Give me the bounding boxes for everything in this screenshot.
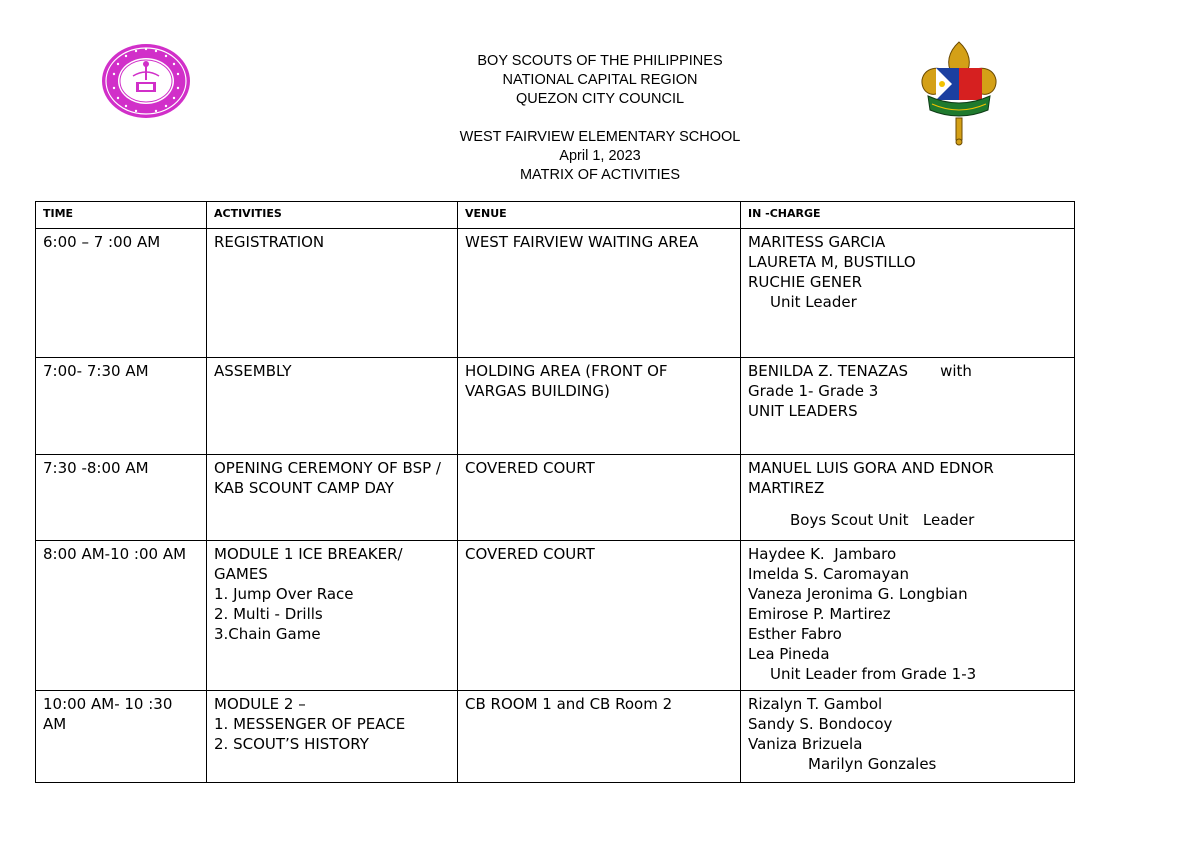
in-charge-line: MANUEL LUIS GORA AND EDNOR MARTIREZ	[748, 459, 994, 497]
activity-cell	[207, 455, 458, 541]
in-charge-line: Lea Pineda	[748, 645, 830, 663]
in-charge-line: UNIT LEADERS	[748, 402, 858, 420]
activity-cell	[207, 229, 458, 358]
venue-cell: COVERED COURT	[458, 455, 741, 541]
in-charge-line: Emirose P. Martirez	[748, 605, 891, 623]
in-charge-line: with	[940, 362, 972, 380]
venue-cell: COVERED COURT	[458, 541, 741, 691]
table-row	[36, 455, 1075, 541]
time-cell: 6:00 – 7 :00 AM	[36, 229, 207, 358]
table-header-row	[36, 202, 1075, 229]
document-header	[0, 52, 1200, 185]
column-header-activities: ACTIVITIES	[207, 202, 458, 229]
activity-line: 3.Chain Game	[214, 625, 321, 643]
table-row	[36, 691, 1075, 783]
in-charge-line: BENILDA Z. TENAZAS	[748, 362, 909, 380]
activity-line: 1. MESSENGER OF PEACE	[214, 715, 406, 733]
in-charge-line: Unit Leader	[770, 293, 857, 311]
in-charge-cell	[741, 358, 1075, 455]
venue-cell: WEST FAIRVIEW WAITING AREA	[458, 229, 741, 358]
in-charge-cell	[741, 455, 1075, 541]
activity-line: 2. Multi - Drills	[214, 605, 323, 623]
activities-matrix-table	[35, 201, 1075, 783]
column-header-in-charge: IN -CHARGE	[741, 202, 1075, 229]
in-charge-line: Vaniza Brizuela	[748, 735, 863, 753]
in-charge-cell	[741, 691, 1075, 783]
activity-cell	[207, 541, 458, 691]
in-charge-line: Esther Fabro	[748, 625, 842, 643]
in-charge-line: Imelda S. Caromayan	[748, 565, 910, 583]
activity-line: 2. SCOUT’S HISTORY	[214, 735, 369, 753]
table-row	[36, 229, 1075, 358]
in-charge-line: RUCHIE GENER	[748, 273, 863, 291]
header-region: NATIONAL CAPITAL REGION	[502, 72, 698, 88]
activity-line: OPENING CEREMONY OF BSP / KAB SCOUNT CAMP DAY	[214, 459, 441, 497]
activity-line: REGISTRATION	[214, 233, 325, 251]
header-org: BOY SCOUTS OF THE PHILIPPINES	[477, 53, 723, 69]
activity-line: MODULE 2 –	[214, 695, 306, 713]
in-charge-line: Marilyn Gonzales	[808, 755, 937, 773]
activity-line: MODULE 1 ICE BREAKER/ GAMES	[214, 545, 403, 583]
activity-cell	[207, 358, 458, 455]
in-charge-cell	[741, 229, 1075, 358]
table-row	[36, 541, 1075, 691]
header-council: QUEZON CITY COUNCIL	[515, 91, 685, 107]
in-charge-line: Rizalyn T. Gambol	[748, 695, 883, 713]
in-charge-line: LAURETA M, BUSTILLO	[748, 253, 916, 271]
in-charge-line: MARITESS GARCIA	[748, 233, 886, 251]
column-header-venue: VENUE	[458, 202, 741, 229]
in-charge-line: Boys Scout Unit Leader	[790, 511, 975, 529]
in-charge-line: Grade 1- Grade 3	[748, 382, 879, 400]
time-cell: 7:30 -8:00 AM	[36, 455, 207, 541]
header-title: MATRIX OF ACTIVITIES	[519, 167, 681, 183]
in-charge-line: Vaneza Jeronima G. Longbian	[748, 585, 968, 603]
in-charge-cell	[741, 541, 1075, 691]
time-cell: 8:00 AM-10 :00 AM	[36, 541, 207, 691]
table-row	[36, 358, 1075, 455]
column-header-time: TIME	[36, 202, 207, 229]
activity-line: ASSEMBLY	[214, 362, 292, 380]
activity-line: 1. Jump Over Race	[214, 585, 354, 603]
in-charge-line: Haydee K. Jambaro	[748, 545, 897, 563]
time-cell: 10:00 AM- 10 :30 AM	[36, 691, 207, 783]
venue-cell: HOLDING AREA (FRONT OF VARGAS BUILDING)	[458, 358, 741, 455]
header-school: WEST FAIRVIEW ELEMENTARY SCHOOL	[459, 129, 741, 145]
venue-cell: CB ROOM 1 and CB Room 2	[458, 691, 741, 783]
in-charge-line: Unit Leader from Grade 1-3	[770, 665, 977, 683]
header-date: April 1, 2023	[559, 148, 641, 164]
in-charge-line: Sandy S. Bondocoy	[748, 715, 893, 733]
time-cell: 7:00- 7:30 AM	[36, 358, 207, 455]
activity-cell	[207, 691, 458, 783]
